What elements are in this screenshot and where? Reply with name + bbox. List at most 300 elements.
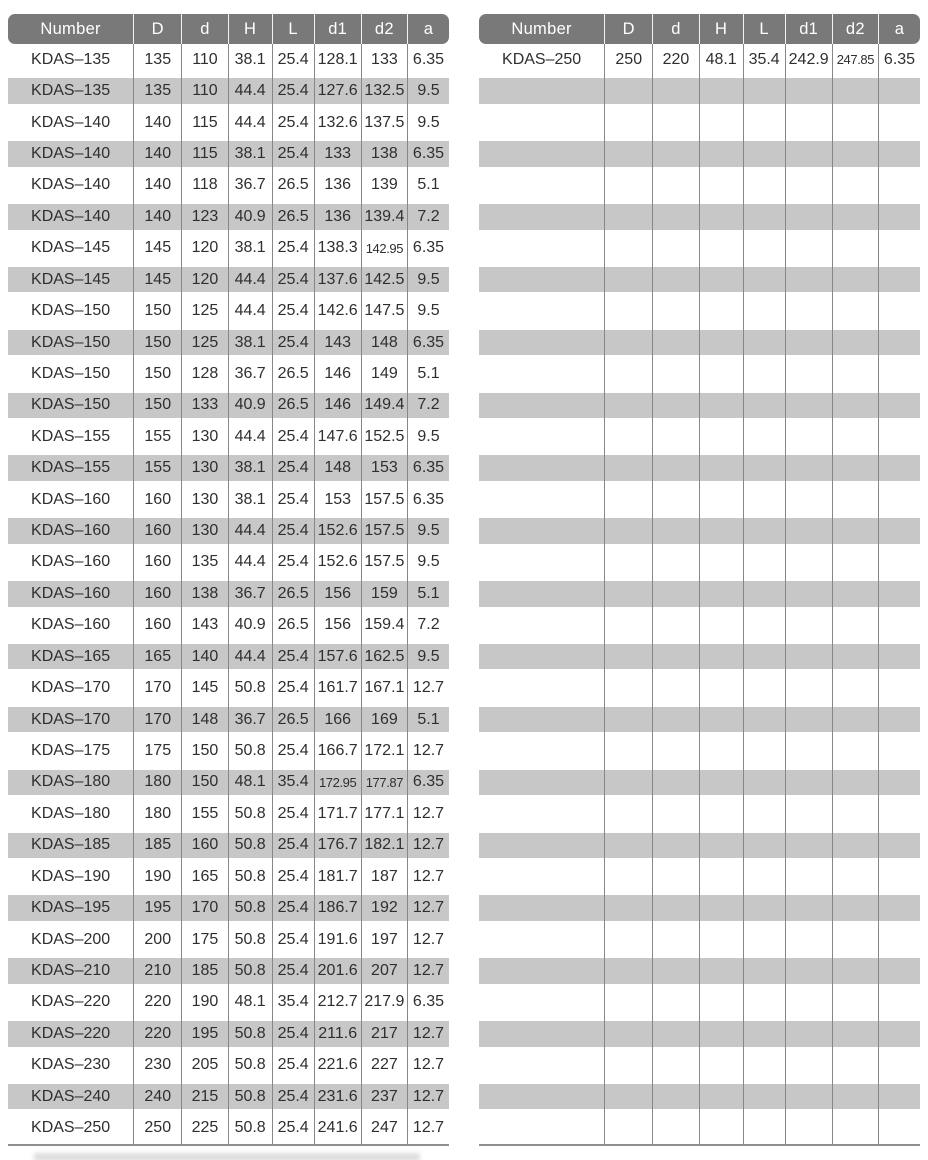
cell <box>785 295 832 326</box>
cell <box>479 452 604 483</box>
cell <box>878 233 920 264</box>
cell: 220 <box>133 1018 181 1049</box>
cell: 207 <box>361 955 407 986</box>
cell <box>878 452 920 483</box>
cell <box>479 1112 604 1143</box>
cell: 9.5 <box>407 107 449 138</box>
cell <box>652 955 698 986</box>
column-header-a: a <box>407 14 449 44</box>
cell <box>652 138 698 169</box>
cell <box>743 861 785 892</box>
cell: 140 <box>133 138 181 169</box>
cell: KDAS–195 <box>31 899 111 917</box>
cell <box>878 107 920 138</box>
column-header-number: Number <box>511 19 572 38</box>
cell: 142.6 <box>314 295 361 326</box>
cell: KDAS–160 <box>31 584 111 602</box>
cell: 12.7 <box>407 672 449 703</box>
table-row-empty <box>479 830 920 861</box>
cell <box>832 264 878 295</box>
cell <box>479 704 604 735</box>
cell: KDAS–170 <box>31 710 111 728</box>
table-row <box>8 987 449 1018</box>
cell: 44.4 <box>228 264 272 295</box>
cell <box>652 641 698 672</box>
cell: 6.35 <box>407 767 449 798</box>
cell <box>604 641 652 672</box>
cell <box>604 830 652 861</box>
right-table-body <box>479 44 920 1146</box>
cell <box>604 578 652 609</box>
right-table-header-row <box>479 14 920 44</box>
cell <box>743 798 785 829</box>
cell: 241.6 <box>314 1112 361 1143</box>
cell: 25.4 <box>272 547 314 578</box>
cell: 40.9 <box>228 201 272 232</box>
cell <box>604 484 652 515</box>
cell <box>699 75 743 106</box>
cell: 38.1 <box>228 452 272 483</box>
table-row <box>8 75 449 106</box>
cell <box>785 515 832 546</box>
cell: 9.5 <box>407 75 449 106</box>
cell <box>604 610 652 641</box>
cell <box>743 75 785 106</box>
cell <box>743 201 785 232</box>
cell: 132.6 <box>314 107 361 138</box>
cell: 146 <box>314 390 361 421</box>
cell <box>604 1081 652 1112</box>
cell: 140 <box>181 641 227 672</box>
cell: 159.4 <box>361 610 407 641</box>
cell: 160 <box>133 610 181 641</box>
cell <box>604 704 652 735</box>
cell: 5.1 <box>407 578 449 609</box>
table-row <box>8 955 449 986</box>
cell <box>479 578 604 609</box>
cell <box>832 452 878 483</box>
cell <box>878 1112 920 1143</box>
cell: 130 <box>181 421 227 452</box>
table-row-empty <box>479 578 920 609</box>
cell: 155 <box>133 452 181 483</box>
cell: 12.7 <box>407 830 449 861</box>
cell: 182.1 <box>361 830 407 861</box>
cell <box>652 610 698 641</box>
cell: 187 <box>361 861 407 892</box>
table-row-empty <box>479 547 920 578</box>
cell: 12.7 <box>407 735 449 766</box>
table-row-empty <box>479 704 920 735</box>
cell: 221.6 <box>314 1050 361 1081</box>
cell <box>479 107 604 138</box>
cell: 6.35 <box>407 327 449 358</box>
cell: 50.8 <box>228 1018 272 1049</box>
cell: 25.4 <box>272 892 314 923</box>
cell: 25.4 <box>272 264 314 295</box>
cell: 26.5 <box>272 358 314 389</box>
cell: 153 <box>361 452 407 483</box>
cell: 26.5 <box>272 704 314 735</box>
cell: 25.4 <box>272 484 314 515</box>
table-row <box>8 515 449 546</box>
cell: 36.7 <box>228 170 272 201</box>
cell: KDAS–250 <box>502 50 582 68</box>
cell: 26.5 <box>272 610 314 641</box>
cell <box>785 107 832 138</box>
cell: 12.7 <box>407 1081 449 1112</box>
cell <box>699 233 743 264</box>
cell <box>743 892 785 923</box>
cell: 38.1 <box>228 233 272 264</box>
cell <box>878 264 920 295</box>
cell: 9.5 <box>407 547 449 578</box>
cell <box>878 358 920 389</box>
cell: KDAS–155 <box>31 459 111 477</box>
cell: KDAS–200 <box>31 930 111 948</box>
cell <box>699 704 743 735</box>
cell: 160 <box>181 830 227 861</box>
cell <box>832 107 878 138</box>
cell <box>832 1081 878 1112</box>
cell: 190 <box>181 987 227 1018</box>
cell <box>699 861 743 892</box>
cell <box>785 861 832 892</box>
cell <box>479 1050 604 1081</box>
left-table <box>8 14 449 1160</box>
cell: KDAS–155 <box>31 427 111 445</box>
cell: 35.4 <box>743 44 785 75</box>
cell: KDAS–135 <box>31 82 111 100</box>
cell: KDAS–145 <box>31 239 111 257</box>
cell <box>604 767 652 798</box>
cell <box>832 327 878 358</box>
cell: 44.4 <box>228 547 272 578</box>
cell: 135 <box>133 75 181 106</box>
cell: KDAS–160 <box>31 522 111 540</box>
cell: 186.7 <box>314 892 361 923</box>
cell: 250 <box>604 44 652 75</box>
cell: 25.4 <box>272 107 314 138</box>
cell <box>785 767 832 798</box>
cell <box>743 1050 785 1081</box>
column-header-l: L <box>743 14 785 44</box>
cell: 135 <box>181 547 227 578</box>
cell: 25.4 <box>272 44 314 75</box>
cell: 6.35 <box>407 452 449 483</box>
cell <box>785 201 832 232</box>
table-row <box>8 892 449 923</box>
cell: 7.2 <box>407 610 449 641</box>
cell <box>479 767 604 798</box>
cell: KDAS–220 <box>31 1024 111 1042</box>
cell <box>699 452 743 483</box>
cell <box>878 1050 920 1081</box>
cell <box>832 987 878 1018</box>
cell: 153 <box>314 484 361 515</box>
cell: 160 <box>133 484 181 515</box>
cell <box>743 641 785 672</box>
cell <box>878 610 920 641</box>
cropped-next-row-stripe <box>34 1153 420 1160</box>
cell <box>743 138 785 169</box>
cell: 145 <box>133 233 181 264</box>
cell: KDAS–135 <box>31 50 111 68</box>
cell: 12.7 <box>407 798 449 829</box>
cell <box>878 798 920 829</box>
cell <box>743 578 785 609</box>
cell: 148 <box>314 452 361 483</box>
cell: 25.4 <box>272 295 314 326</box>
cell <box>743 767 785 798</box>
cell: 50.8 <box>228 735 272 766</box>
cell <box>832 798 878 829</box>
table-row <box>8 1112 449 1143</box>
cell: 137.6 <box>314 264 361 295</box>
cell: 195 <box>181 1018 227 1049</box>
cell <box>878 955 920 986</box>
cell <box>832 170 878 201</box>
cell <box>479 735 604 766</box>
cell: KDAS–170 <box>31 679 111 697</box>
cell: KDAS–140 <box>31 113 111 131</box>
cell <box>785 170 832 201</box>
cell <box>743 1112 785 1143</box>
cell <box>604 672 652 703</box>
cell: 152.6 <box>314 547 361 578</box>
cell <box>699 201 743 232</box>
cell: 157.5 <box>361 547 407 578</box>
cell <box>743 233 785 264</box>
cell: 130 <box>181 484 227 515</box>
cell: 165 <box>133 641 181 672</box>
cell: KDAS–150 <box>31 364 111 382</box>
cell <box>604 892 652 923</box>
table-row <box>8 138 449 169</box>
cell: 133 <box>314 138 361 169</box>
cell: KDAS–175 <box>31 741 111 759</box>
cell <box>604 295 652 326</box>
cell <box>878 201 920 232</box>
table-row <box>8 295 449 326</box>
cell: KDAS–220 <box>31 993 111 1011</box>
cell: 44.4 <box>228 75 272 106</box>
table-row <box>479 44 920 75</box>
cell <box>699 641 743 672</box>
cell: 185 <box>133 830 181 861</box>
table-row-empty <box>479 955 920 986</box>
table-row-empty <box>479 672 920 703</box>
table-row-empty <box>479 138 920 169</box>
cell <box>832 892 878 923</box>
cell: 227 <box>361 1050 407 1081</box>
column-header-d: D <box>604 14 652 44</box>
cell: 12.7 <box>407 1018 449 1049</box>
cell <box>832 358 878 389</box>
cell <box>699 170 743 201</box>
cell <box>479 170 604 201</box>
cell: 50.8 <box>228 1081 272 1112</box>
cell <box>652 924 698 955</box>
cell: 25.4 <box>272 421 314 452</box>
table-row-empty <box>479 515 920 546</box>
cell <box>832 672 878 703</box>
cell: 171.7 <box>314 798 361 829</box>
cell <box>479 201 604 232</box>
cell: 165 <box>181 861 227 892</box>
cell <box>743 955 785 986</box>
cell: 115 <box>181 107 227 138</box>
cell: 36.7 <box>228 578 272 609</box>
cell: 44.4 <box>228 421 272 452</box>
cell: 152.6 <box>314 515 361 546</box>
cell: 160 <box>133 547 181 578</box>
cell <box>652 672 698 703</box>
table-row-empty <box>479 1018 920 1049</box>
table-row <box>8 767 449 798</box>
cell: 215 <box>181 1081 227 1112</box>
cell <box>479 1081 604 1112</box>
table-row-empty <box>479 233 920 264</box>
cell: KDAS–185 <box>31 836 111 854</box>
cell: 155 <box>133 421 181 452</box>
cell <box>878 170 920 201</box>
cell <box>479 421 604 452</box>
cell: 9.5 <box>407 515 449 546</box>
cell: 125 <box>181 327 227 358</box>
cell: 38.1 <box>228 327 272 358</box>
cell <box>743 358 785 389</box>
cell <box>652 767 698 798</box>
cell: 175 <box>133 735 181 766</box>
cell: KDAS–230 <box>31 1056 111 1074</box>
column-header-number: Number <box>40 19 101 38</box>
cell <box>832 955 878 986</box>
cell: 26.5 <box>272 201 314 232</box>
table-row-empty <box>479 767 920 798</box>
cell: 127.6 <box>314 75 361 106</box>
table-row <box>8 704 449 735</box>
cell <box>699 955 743 986</box>
cell: 161.7 <box>314 672 361 703</box>
cell <box>785 610 832 641</box>
cell: 190 <box>133 861 181 892</box>
cell: 25.4 <box>272 641 314 672</box>
cell: 170 <box>181 892 227 923</box>
cell <box>479 798 604 829</box>
cell <box>878 924 920 955</box>
cell <box>652 547 698 578</box>
cell: 145 <box>133 264 181 295</box>
cell <box>479 672 604 703</box>
cell <box>604 547 652 578</box>
cell <box>479 484 604 515</box>
cell: KDAS–150 <box>31 396 111 414</box>
cell <box>604 1018 652 1049</box>
cell <box>743 547 785 578</box>
cell <box>479 295 604 326</box>
table-row <box>8 358 449 389</box>
cell: 48.1 <box>228 987 272 1018</box>
cell: 170 <box>133 672 181 703</box>
cell <box>743 390 785 421</box>
cell: 48.1 <box>699 44 743 75</box>
cell: 50.8 <box>228 1050 272 1081</box>
cell <box>832 138 878 169</box>
cell <box>743 672 785 703</box>
cell: 217.9 <box>361 987 407 1018</box>
cell: KDAS–190 <box>31 867 111 885</box>
cell <box>652 892 698 923</box>
cell <box>785 358 832 389</box>
table-row <box>8 798 449 829</box>
cell <box>479 987 604 1018</box>
cell <box>878 704 920 735</box>
cell <box>878 672 920 703</box>
cell: 169 <box>361 704 407 735</box>
table-row <box>8 327 449 358</box>
cell <box>652 421 698 452</box>
cell: 155 <box>181 798 227 829</box>
cell <box>652 830 698 861</box>
cell <box>785 327 832 358</box>
cell <box>743 515 785 546</box>
table-row-empty <box>479 484 920 515</box>
cell: 9.5 <box>407 641 449 672</box>
cell <box>832 1018 878 1049</box>
cell <box>699 1050 743 1081</box>
cell <box>604 861 652 892</box>
cell: 110 <box>181 75 227 106</box>
table-row <box>8 578 449 609</box>
cell <box>832 295 878 326</box>
cell: 247.85 <box>832 44 878 75</box>
cell: 25.4 <box>272 1112 314 1143</box>
cell <box>652 1112 698 1143</box>
cell: 176.7 <box>314 830 361 861</box>
table-row <box>8 421 449 452</box>
column-header-d: d <box>652 14 698 44</box>
cell <box>699 327 743 358</box>
cell <box>878 1018 920 1049</box>
cell <box>785 672 832 703</box>
cell <box>699 830 743 861</box>
table-row-empty <box>479 987 920 1018</box>
cell: 191.6 <box>314 924 361 955</box>
cell: 160 <box>133 578 181 609</box>
cell <box>785 138 832 169</box>
cell: 242.9 <box>785 44 832 75</box>
cell <box>878 515 920 546</box>
cell <box>479 75 604 106</box>
cell <box>604 107 652 138</box>
cell: 50.8 <box>228 1112 272 1143</box>
table-row <box>8 233 449 264</box>
cell: 25.4 <box>272 515 314 546</box>
right-table <box>479 14 920 1160</box>
column-header-h: H <box>228 14 272 44</box>
cell: 156 <box>314 578 361 609</box>
cell <box>743 1081 785 1112</box>
cell <box>699 264 743 295</box>
cell <box>604 201 652 232</box>
cell: 50.8 <box>228 892 272 923</box>
cell: 6.35 <box>407 138 449 169</box>
cell <box>479 390 604 421</box>
cell: 157.6 <box>314 641 361 672</box>
cell: 135 <box>133 44 181 75</box>
cell: KDAS–210 <box>31 961 111 979</box>
